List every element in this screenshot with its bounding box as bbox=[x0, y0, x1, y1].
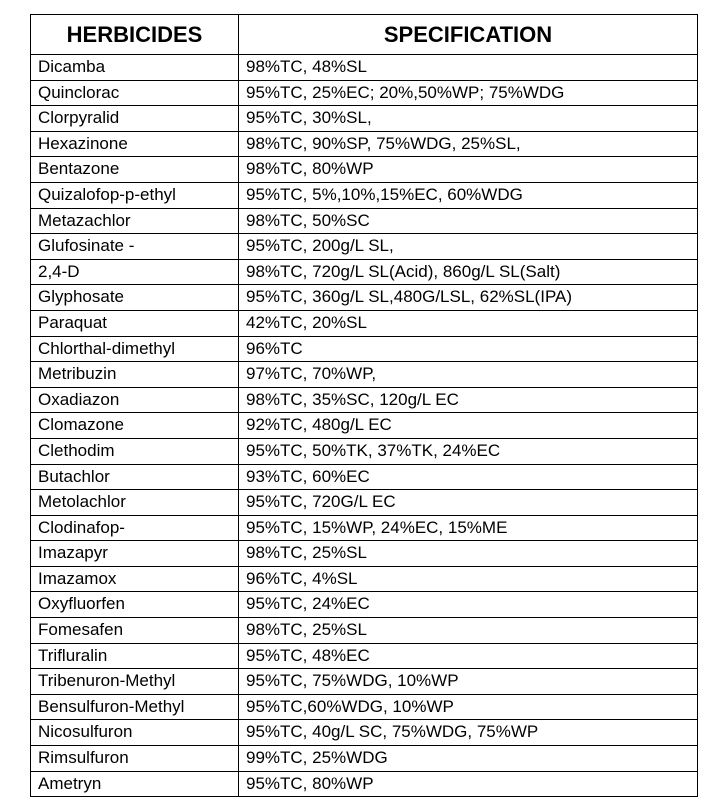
header-specification: SPECIFICATION bbox=[239, 15, 698, 55]
herbicide-name-cell: Butachlor bbox=[31, 464, 239, 490]
table-row bbox=[31, 387, 698, 413]
herbicide-name-cell: Paraquat bbox=[31, 310, 239, 336]
herbicide-name-cell: Fomesafen bbox=[31, 618, 239, 644]
table-row bbox=[31, 285, 698, 311]
herbicide-name-cell: Clodinafop- bbox=[31, 515, 239, 541]
specification-cell: 98%TC, 25%SL bbox=[239, 541, 698, 567]
table-row bbox=[31, 336, 698, 362]
table-row bbox=[31, 720, 698, 746]
specification-cell: 95%TC, 24%EC bbox=[239, 592, 698, 618]
specification-cell: 95%TC, 360g/L SL,480G/LSL, 62%SL(IPA) bbox=[239, 285, 698, 311]
table-row bbox=[31, 208, 698, 234]
table-row bbox=[31, 234, 698, 260]
table-row bbox=[31, 413, 698, 439]
herbicide-spec-table bbox=[30, 14, 698, 797]
specification-cell: 95%TC, 15%WP, 24%EC, 15%ME bbox=[239, 515, 698, 541]
specification-cell: 95%TC,60%WDG, 10%WP bbox=[239, 694, 698, 720]
herbicide-name-cell: Bentazone bbox=[31, 157, 239, 183]
herbicide-name-cell: 2,4-D bbox=[31, 259, 239, 285]
specification-cell: 95%TC, 200g/L SL, bbox=[239, 234, 698, 260]
herbicide-name-cell: Hexazinone bbox=[31, 131, 239, 157]
specification-cell: 95%TC, 25%EC; 20%,50%WP; 75%WDG bbox=[239, 80, 698, 106]
table-row bbox=[31, 106, 698, 132]
specification-cell: 96%TC, 4%SL bbox=[239, 566, 698, 592]
herbicide-name-cell: Bensulfuron-Methyl bbox=[31, 694, 239, 720]
table-row bbox=[31, 55, 698, 81]
specification-cell: 95%TC, 50%TK, 37%TK, 24%EC bbox=[239, 438, 698, 464]
herbicide-name-cell: Ametryn bbox=[31, 771, 239, 797]
specification-cell: 98%TC, 25%SL bbox=[239, 618, 698, 644]
table-row bbox=[31, 310, 698, 336]
herbicide-name-cell: Metribuzin bbox=[31, 362, 239, 388]
table-row bbox=[31, 566, 698, 592]
specification-cell: 95%TC, 720G/L EC bbox=[239, 490, 698, 516]
specification-cell: 97%TC, 70%WP, bbox=[239, 362, 698, 388]
herbicide-name-cell: Imazapyr bbox=[31, 541, 239, 567]
table-row bbox=[31, 669, 698, 695]
specification-cell: 99%TC, 25%WDG bbox=[239, 746, 698, 772]
specification-cell: 95%TC, 80%WP bbox=[239, 771, 698, 797]
herbicide-name-cell: Oxyfluorfen bbox=[31, 592, 239, 618]
herbicide-name-cell: Metazachlor bbox=[31, 208, 239, 234]
table-header-row bbox=[31, 15, 698, 55]
herbicide-name-cell: Oxadiazon bbox=[31, 387, 239, 413]
table-row bbox=[31, 515, 698, 541]
table-row bbox=[31, 259, 698, 285]
herbicide-name-cell: Tribenuron-Methyl bbox=[31, 669, 239, 695]
table-row bbox=[31, 541, 698, 567]
specification-cell: 98%TC, 48%SL bbox=[239, 55, 698, 81]
table-row bbox=[31, 643, 698, 669]
specification-cell: 95%TC, 30%SL, bbox=[239, 106, 698, 132]
specification-cell: 93%TC, 60%EC bbox=[239, 464, 698, 490]
table-body bbox=[31, 55, 698, 797]
herbicide-name-cell: Rimsulfuron bbox=[31, 746, 239, 772]
table-row bbox=[31, 618, 698, 644]
herbicide-name-cell: Quinclorac bbox=[31, 80, 239, 106]
table-row bbox=[31, 490, 698, 516]
specification-cell: 42%TC, 20%SL bbox=[239, 310, 698, 336]
specification-cell: 98%TC, 35%SC, 120g/L EC bbox=[239, 387, 698, 413]
herbicide-name-cell: Metolachlor bbox=[31, 490, 239, 516]
specification-cell: 98%TC, 80%WP bbox=[239, 157, 698, 183]
specification-cell: 98%TC, 720g/L SL(Acid), 860g/L SL(Salt) bbox=[239, 259, 698, 285]
table-row bbox=[31, 438, 698, 464]
table-row bbox=[31, 592, 698, 618]
table-row bbox=[31, 771, 698, 797]
table-row bbox=[31, 131, 698, 157]
table-row bbox=[31, 157, 698, 183]
table-row bbox=[31, 464, 698, 490]
herbicide-name-cell: Imazamox bbox=[31, 566, 239, 592]
herbicide-name-cell: Nicosulfuron bbox=[31, 720, 239, 746]
specification-cell: 98%TC, 50%SC bbox=[239, 208, 698, 234]
herbicide-name-cell: Dicamba bbox=[31, 55, 239, 81]
specification-cell: 98%TC, 90%SP, 75%WDG, 25%SL, bbox=[239, 131, 698, 157]
specification-cell: 95%TC, 40g/L SC, 75%WDG, 75%WP bbox=[239, 720, 698, 746]
herbicide-name-cell: Clomazone bbox=[31, 413, 239, 439]
specification-cell: 95%TC, 75%WDG, 10%WP bbox=[239, 669, 698, 695]
herbicide-name-cell: Trifluralin bbox=[31, 643, 239, 669]
herbicide-name-cell: Clethodim bbox=[31, 438, 239, 464]
herbicide-name-cell: Clorpyralid bbox=[31, 106, 239, 132]
herbicide-name-cell: Quizalofop-p-ethyl bbox=[31, 182, 239, 208]
herbicide-name-cell: Glufosinate - bbox=[31, 234, 239, 260]
specification-cell: 95%TC, 48%EC bbox=[239, 643, 698, 669]
table-row bbox=[31, 694, 698, 720]
herbicide-name-cell: Glyphosate bbox=[31, 285, 239, 311]
specification-cell: 92%TC, 480g/L EC bbox=[239, 413, 698, 439]
herbicide-name-cell: Chlorthal-dimethyl bbox=[31, 336, 239, 362]
header-herbicides: HERBICIDES bbox=[31, 15, 239, 55]
table-row bbox=[31, 362, 698, 388]
specification-cell: 96%TC bbox=[239, 336, 698, 362]
table-row bbox=[31, 80, 698, 106]
specification-cell: 95%TC, 5%,10%,15%EC, 60%WDG bbox=[239, 182, 698, 208]
table-row bbox=[31, 746, 698, 772]
table-row bbox=[31, 182, 698, 208]
